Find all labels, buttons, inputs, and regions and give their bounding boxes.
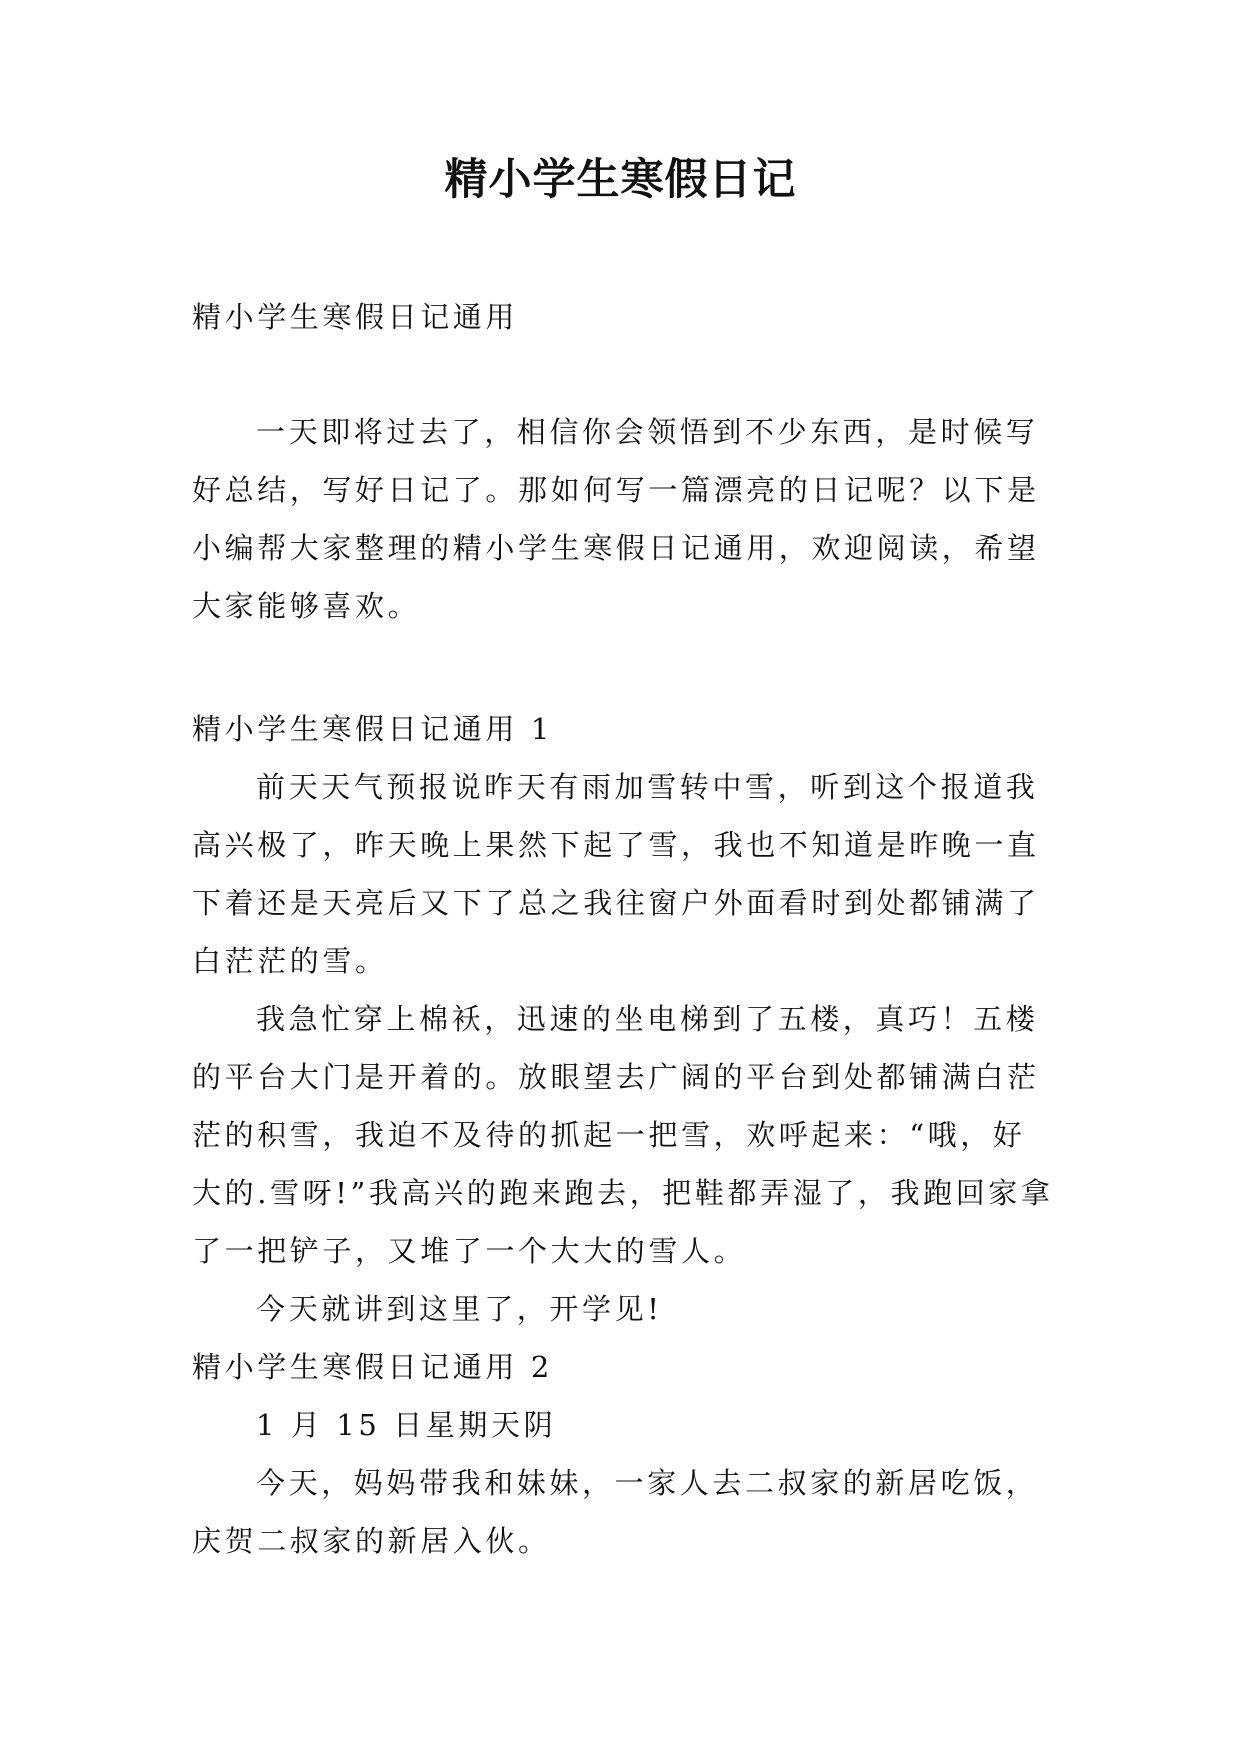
section-1-paragraph-1: 前天天气预报说昨天有雨加雪转中雪，听到这个报道我高兴极了，昨天晚上果然下起了雪，我也不知道是昨晚一直下着还是天亮后又下了总之我往窗户外面看时到处都铺满了白茫茫的雪。 — [192, 770, 1040, 978]
section-1-heading: 精小学生寒假日记通用 1 — [192, 712, 553, 746]
intro-paragraph: 一天即将过去了，相信你会领悟到不少东西，是时候写好总结，写好日记了。那如何写一篇漂亮的日记呢？以下是小编帮大家整理的精小学生寒假日记通用，欢迎阅读，希望大家能够喜欢。 — [192, 415, 1040, 623]
section-2-paragraph-1: 今天，妈妈带我和妹妹，一家人去二叔家的新居吃饭，庆贺二叔家的新居入伙。 — [192, 1466, 1039, 1558]
section-1-paragraph-2: 我急忙穿上棉袄，迅速的坐电梯到了五楼，真巧！五楼的平台大门是开着的。放眼望去广阔的平台到处都铺满白茫茫的积雪，我迫不及待的抓起一把雪，欢呼起来：“哦，好大的.雪呀!”我高兴的跑来跑去，把鞋都弄湿了，我跑回家拿了一把铲子，又堆了一个大大的雪人。 — [192, 1002, 1054, 1268]
section-1-paragraph-3: 今天就讲到这里了，开学见! — [256, 1292, 663, 1326]
section-2-date: 1 月 15 日星期天阴 — [256, 1408, 557, 1442]
document-title: 精小学生寒假日记 — [444, 155, 797, 205]
section-2-heading: 精小学生寒假日记通用 2 — [192, 1350, 553, 1384]
document-subtitle: 精小学生寒假日记通用 — [192, 300, 519, 334]
diary-sections — [192, 700, 1058, 1570]
